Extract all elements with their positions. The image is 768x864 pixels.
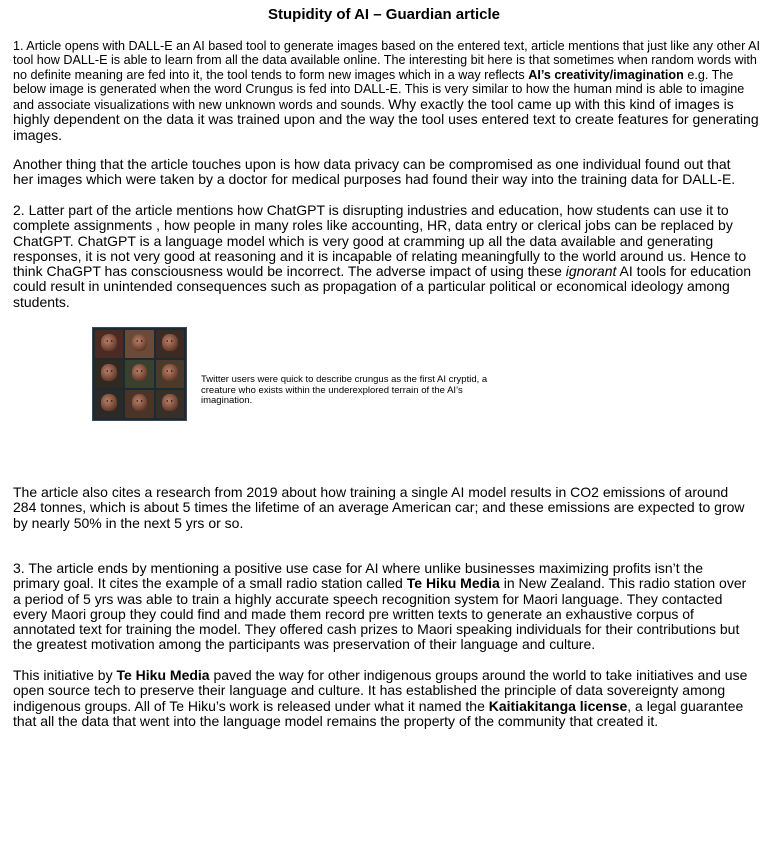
figure-caption: Twitter users were quick to describe crungus as the first AI cryptid, a creature who exists within the underexplored terrain of the AI’s imagination. xyxy=(201,374,488,407)
bold-kaitiakitanga-license: Kaitiakitanga license xyxy=(488,697,628,714)
paragraph-chatgpt-text-2: AI tools for education could result in unintended consequences such as propagation of a particular political or economical ideology among students. xyxy=(13,263,752,310)
crungus-image-tile xyxy=(156,390,184,418)
bold-te-hiku-media: Te Hiku Media xyxy=(406,575,500,592)
paragraph-chatgpt-text: 2. Latter part of the article mentions how ChatGPT is disrupting industries and education, how students can use it to complete assignments , how people in many roles like accounting, HR, data entry or clerical jobs can be replaced by ChatGPT. ChatGPT is a language model which is very good at cramming up all the data available and generating responses, it is not very good at reasoning and it is incapable of relating meaningfully to the world around us. Hence to think ChaGPT has consciousness would be incorrect. The adverse impact of using these xyxy=(13,202,747,280)
crungus-image-tile xyxy=(95,390,123,418)
paragraph-dalle-text-3: Why exactly the tool came up with this kind of images is highly dependent on the data it was trained upon and the way the tool uses entered text to create features for generating images. xyxy=(13,95,759,143)
crungus-image-tile xyxy=(125,360,153,388)
document-title: Stupidity of AI – Guardian article xyxy=(268,6,500,23)
bold-ai-creativity: AI’s creativity/imagination xyxy=(528,67,684,82)
italic-ignorant: ignorant xyxy=(565,263,617,280)
paragraph-initiative-text-2: paved the way for other indigenous groups around the world to take initiatives and use open source tech to preserve their language and culture. It has established the principle of data sovereignty among indigenous groups. All of Te Hiku’s work is released under what it named the xyxy=(13,667,748,714)
paragraph-dalle-text-2: e.g. The below image is generated when the word Crungus is fed into DALL-E. This is very similar to how the human mind is able to imagine and associate visualizations with new unknown words and sounds. xyxy=(13,67,745,112)
bold-te-hiku-media-2: Te Hiku Media xyxy=(116,667,210,683)
paragraph-te-hiku-text-2: in New Zealand. This radio station over a period of 5 yrs was able to train a highly accurate speech recognition system for Maori language. They contacted every Maori group they could find and made them record pre written texts to generate an exhaustive corpus of annotated text for training the model. They offered cash prizes to Maori speaking individuals for their contributions but the greatest motivation among the participants was preservation of their language and culture. xyxy=(13,575,747,653)
crungus-image-tile xyxy=(156,360,184,388)
crungus-image-tile xyxy=(95,330,123,358)
paragraph-data-privacy: Another thing that the article touches upon is how data privacy can be compromised as one individual found out that her images which were taken by a doctor for medical purposes had found their way into the training data for DALL-E. xyxy=(13,156,736,188)
paragraph-chatgpt xyxy=(13,203,753,310)
paragraph-initiative xyxy=(13,668,753,729)
crungus-image-grid xyxy=(92,327,187,421)
crungus-image-tile xyxy=(95,360,123,388)
crungus-image-tile xyxy=(125,390,153,418)
crungus-image-tile xyxy=(125,330,153,358)
paragraph-dalle-text: 1. Article opens with DALL-E an AI based tool to generate images based on the entered text, article mentions that just like any other AI tool how DALL-E is able to learn from all the data available online. The interesting bit here is that sometimes when random words with no definite meaning are fed into it, the tool tends to form new images which in a way reflects xyxy=(13,39,760,82)
paragraph-initiative-text-3: , a legal guarantee that all the data that went into the language model remains the property of the community that created it. xyxy=(13,697,744,729)
paragraph-dalle xyxy=(13,39,763,143)
paragraph-initiative-text: This initiative by xyxy=(13,667,117,683)
paragraph-te-hiku-text: 3. The article ends by mentioning a positive use case for AI where unlike businesses maximizing profits isn’t the primary goal. It cites the example of a small radio station called xyxy=(13,560,703,592)
crungus-image-tile xyxy=(156,330,184,358)
paragraph-co2-emissions: The article also cites a research from 2019 about how training a single AI model results in CO2 emissions of around 284 tonnes, which is about 5 times the lifetime of an average American car; and these emissions are expected to grow by nearly 50% in the next 5 yrs or so. xyxy=(13,484,745,531)
paragraph-te-hiku-media xyxy=(13,561,753,653)
